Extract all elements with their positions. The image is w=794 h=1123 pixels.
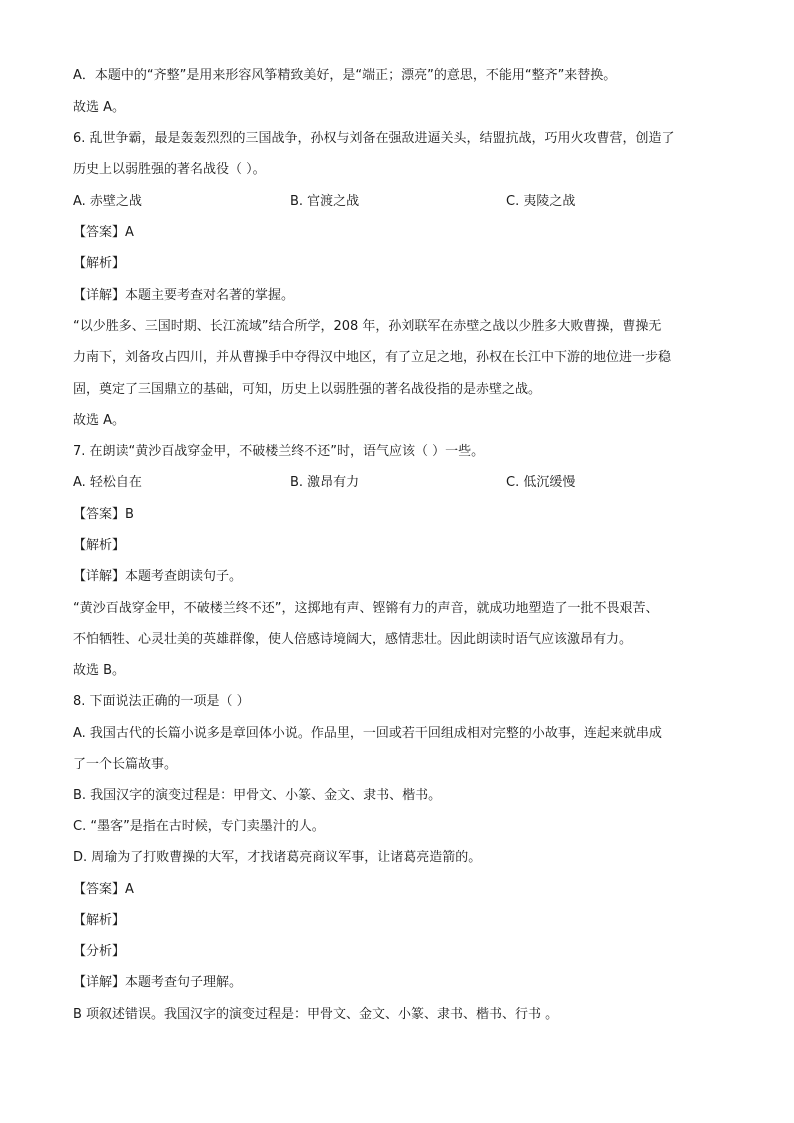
q6-stem-line1: 6. 乱世争霸，最是轰轰烈烈的三国战争，孙权与刘备在强敌进逼关头，结盟抗战，巧用火攻曹营，创造了 — [73, 131, 675, 146]
q8-fenxi-heading: 【分析】 — [73, 944, 126, 959]
q8-option-a-line2: 了一个长篇故事。 — [73, 757, 178, 772]
q8-option-d: D. 周瑜为了打败曹操的大军，才找诸葛亮商议军事，让诸葛亮造箭的。 — [73, 850, 482, 865]
q6-stem-line2: 历史上以弱胜强的著名战役（ ）。 — [73, 162, 266, 177]
q7-body-line1: “黄沙百战穿金甲，不破楼兰终不还”，这掷地有声、铿锵有力的声音，就成功地塑造了一批不畏艰苦、 — [73, 601, 659, 616]
q8-option-b: B. 我国汉字的演变过程是：甲骨文、小篆、金文、隶书、楷书。 — [73, 788, 442, 803]
q8-analysis-heading: 【解析】 — [73, 913, 126, 928]
q6-option-c: C. 夷陵之战 — [506, 194, 576, 209]
q6-conclusion: 故选 A。 — [73, 413, 126, 428]
q8-body-line1: B 项叙述错误。我国汉字的演变过程是：甲骨文、金文、小篆、隶书、楷书、行书 。 — [73, 1007, 559, 1022]
q7-option-c: C. 低沉缓慢 — [506, 475, 576, 490]
q6-analysis-heading: 【解析】 — [73, 256, 126, 271]
q6-option-b: B. 官渡之战 — [290, 194, 360, 209]
q6-answer: 【答案】A — [73, 225, 134, 240]
q7-detail: 【详解】本题考查朗读句子。 — [73, 569, 243, 584]
q8-option-a-line1: A. 我国古代的长篇小说多是章回体小说。作品里，一回或若干回组成相对完整的小故事，连起来就串成 — [73, 726, 662, 741]
q8-answer: 【答案】A — [73, 882, 134, 897]
q7-analysis-heading: 【解析】 — [73, 538, 126, 553]
q6-body-line1: “以少胜多、三国时期、长江流域”结合所学，208 年，孙刘联军在赤壁之战以少胜多大败曹操，曹操无 — [73, 319, 662, 334]
q7-conclusion: 故选 B。 — [73, 663, 126, 678]
q7-option-a: A. 轻松自在 — [73, 475, 142, 490]
q5-explanation: A．本题中的“齐整”是用来形容风筝精致美好，是“端正；漂亮”的意思，不能用“整齐”来替换。 — [73, 68, 617, 83]
q7-option-b: B. 激昂有力 — [290, 475, 360, 490]
q8-detail: 【详解】本题考查句子理解。 — [73, 975, 243, 990]
q7-answer: 【答案】B — [73, 507, 134, 522]
q8-stem: 8. 下面说法正确的一项是（ ） — [73, 694, 250, 709]
q6-option-a: A. 赤壁之战 — [73, 194, 142, 209]
q7-body-line2: 不怕牺牲、心灵壮美的英雄群像，使人倍感诗境阔大，感情悲壮。因此朗读时语气应该激昂有力。 — [73, 632, 633, 647]
q8-option-c: C. “墨客”是指在古时候，专门卖墨汁的人。 — [73, 819, 325, 834]
q6-body-line3: 固，奠定了三国鼎立的基础，可知，历史上以弱胜强的著名战役指的是赤壁之战。 — [73, 382, 542, 397]
q6-detail: 【详解】本题主要考查对名著的掌握。 — [73, 288, 295, 303]
q5-conclusion: 故选 A。 — [73, 100, 126, 115]
q7-stem: 7. 在朗读“黄沙百战穿金甲，不破楼兰终不还”时，语气应该（ ）一些。 — [73, 444, 485, 459]
q6-body-line2: 力南下，刘备攻占四川，并从曹操手中夺得汉中地区，有了立足之地，孙权在长江中下游的地位进一步稳 — [73, 350, 672, 365]
